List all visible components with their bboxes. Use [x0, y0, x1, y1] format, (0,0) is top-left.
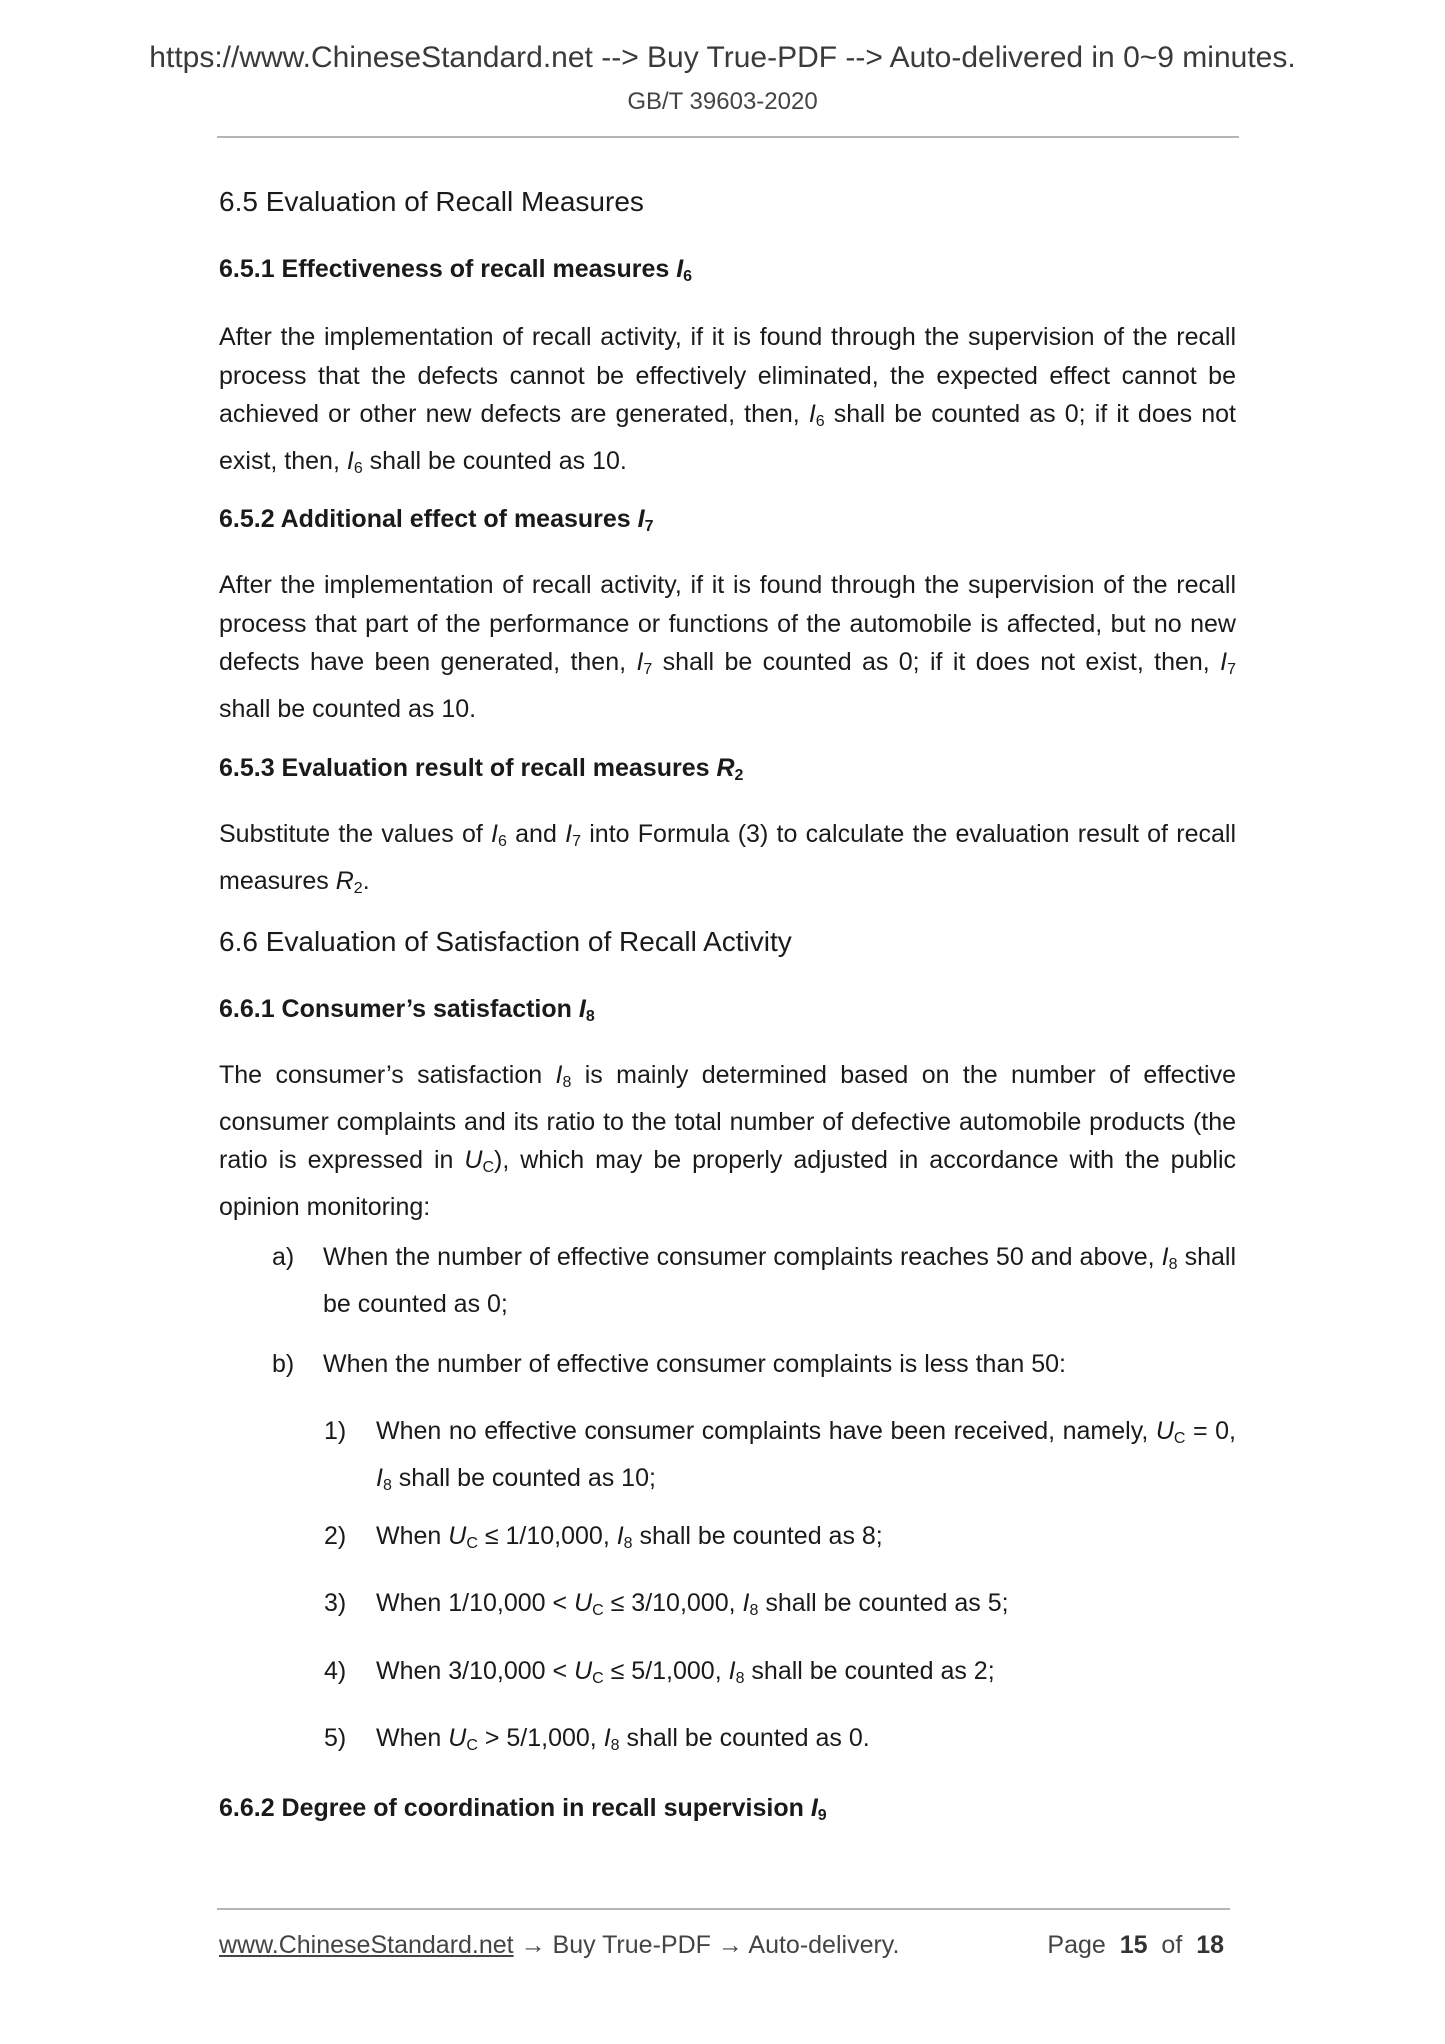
math-variable [579, 995, 595, 1023]
text-run: shall be counted as 0. [619, 1724, 870, 1752]
footer-text [219, 1929, 899, 1961]
text-run: 6.6.1 Consumer’s satisfaction [219, 995, 579, 1023]
math-variable [743, 1589, 759, 1617]
sublist-item-4-label: 4) [324, 1657, 347, 1685]
text-run: shall be counted as 0; if it does not exist, then, [219, 400, 1236, 475]
math-variable [574, 1589, 604, 1617]
document-id: GB/T 39603-2020 [627, 88, 818, 115]
paragraph-6-5-3 [219, 815, 1236, 908]
page-word: Page [1047, 1931, 1106, 1959]
text-run: shall be counted as 8; [632, 1522, 883, 1550]
text-run: > 5/1,000, [477, 1724, 604, 1752]
math-variable [574, 1657, 604, 1685]
variable-subscript: 6 [498, 833, 507, 850]
sublist-item-2-label: 2) [324, 1522, 347, 1550]
math-variable [638, 505, 654, 533]
variable-subscript: C [466, 1535, 478, 1552]
variable-subscript: C [592, 1602, 604, 1619]
variable-subscript: 8 [382, 1476, 392, 1494]
text-run: 6.5 Evaluation of Recall Measures [219, 186, 644, 217]
sublist-item-4 [376, 1652, 995, 1699]
math-variable [809, 400, 825, 428]
variable-subscript: 6 [815, 413, 825, 430]
text-run: = 0, [1185, 1417, 1236, 1445]
variable-symbol: U [448, 1522, 467, 1550]
paragraph-6-5-1 [219, 318, 1236, 488]
math-variable [716, 754, 743, 782]
variable-subscript: 8 [610, 1737, 620, 1754]
variable-symbol: I [810, 1794, 818, 1822]
footer-tail: → Buy True-PDF → Auto-delivery. [513, 1931, 900, 1959]
variable-symbol: I [603, 1724, 611, 1752]
page-total: 18 [1196, 1931, 1224, 1959]
text-run: shall be counted as 10; [391, 1463, 656, 1492]
variable-subscript: 7 [1227, 661, 1236, 678]
variable-subscript: 7 [572, 833, 581, 850]
sublist-item-1 [376, 1412, 1236, 1505]
text-run: After the implementation of recall activity, if it is found through the supervision of the recall process that part of the performance or functions of the automobile is affected, but no new defects have been generated, then, [219, 571, 1236, 676]
variable-subscript: 7 [643, 661, 653, 678]
list-item-a [323, 1238, 1236, 1323]
variable-symbol: I [728, 1657, 736, 1685]
math-variable [347, 447, 363, 475]
variable-symbol: I [808, 400, 816, 428]
variable-subscript: C [482, 1159, 494, 1176]
variable-subscript: 2 [734, 767, 744, 784]
variable-subscript: C [592, 1670, 604, 1687]
math-variable [491, 820, 507, 848]
variable-symbol: R [716, 754, 735, 782]
list-item-b [323, 1345, 1236, 1384]
page-indicator [1047, 1929, 1224, 1961]
text-run: shall be counted as 0; if it does not exist, then, [652, 648, 1221, 676]
sublist-item-1-label: 1) [324, 1417, 347, 1445]
section-heading-6-6 [219, 925, 1236, 959]
sublist-item-5-label: 5) [324, 1724, 347, 1752]
text-run: ≤ 3/10,000, [603, 1589, 743, 1617]
text-run: When no effective consumer complaints have been received, namely, [376, 1417, 1156, 1445]
variable-symbol: R [335, 866, 354, 895]
variable-subscript: 8 [585, 1008, 595, 1025]
variable-subscript: 9 [817, 1807, 827, 1824]
math-variable [1162, 1243, 1178, 1271]
variable-symbol: U [448, 1724, 467, 1752]
variable-symbol: I [578, 995, 586, 1023]
variable-subscript: C [1173, 1430, 1186, 1447]
footer-divider [217, 1908, 1230, 1910]
subsection-heading-6-5-2 [219, 503, 1236, 543]
list-item-a-label: a) [272, 1243, 295, 1271]
math-variable [729, 1657, 745, 1685]
text-run: ), which may be properly adjusted in accordance with the public opinion monitoring: [219, 1146, 1236, 1221]
text-run: shall be counted as 10. [219, 694, 477, 723]
text-run: ≤ 5/1,000, [603, 1657, 729, 1685]
subsection-heading-6-5-1 [219, 253, 1236, 293]
math-variable [617, 1522, 633, 1550]
variable-subscript: 8 [623, 1535, 633, 1552]
text-run: ≤ 1/10,000, [477, 1522, 617, 1550]
footer-link[interactable]: www.ChineseStandard.net [219, 1931, 514, 1959]
math-variable [565, 820, 581, 848]
paragraph-6-6-1 [219, 1056, 1236, 1226]
text-run: shall be counted as 2; [744, 1657, 995, 1685]
text-run: 6.6.2 Degree of coordination in recall supervision [219, 1794, 811, 1822]
variable-symbol: I [565, 820, 573, 848]
math-variable [604, 1724, 620, 1752]
math-variable [336, 867, 363, 895]
variable-subscript: 8 [735, 1670, 745, 1687]
variable-symbol: I [742, 1589, 750, 1617]
variable-symbol: I [676, 255, 684, 283]
variable-symbol: I [636, 648, 644, 676]
paragraph-6-5-2 [219, 566, 1236, 728]
header-divider [217, 136, 1239, 138]
variable-symbol: I [637, 505, 645, 533]
of-word: of [1161, 1931, 1183, 1959]
variable-symbol: I [555, 1061, 563, 1089]
variable-symbol: I [616, 1522, 624, 1550]
variable-subscript: 8 [562, 1074, 572, 1091]
text-run: The consumer’s satisfaction [219, 1061, 556, 1089]
text-run: When 1/10,000 < [376, 1589, 575, 1617]
math-variable [676, 255, 692, 283]
text-run: shall be counted as 0; [323, 1243, 1236, 1318]
text-run: When the number of effective consumer complaints is less than 50: [323, 1350, 1066, 1378]
section-heading-6-5 [219, 185, 1236, 219]
text-run: 6.6 Evaluation of Satisfaction of Recall Activity [219, 926, 792, 957]
text-run: shall be counted as 10. [362, 446, 627, 475]
text-run: When [376, 1724, 449, 1752]
page-current: 15 [1119, 1931, 1148, 1959]
variable-symbol: U [464, 1146, 483, 1174]
text-run: After the implementation of recall activity, if it is found through the supervision of the recall process that the defects cannot be effectively eliminated, the expected effect cannot be achieved or other new defects are generated, then, [219, 323, 1236, 428]
math-variable [464, 1146, 494, 1174]
variable-subscript: C [466, 1737, 478, 1754]
math-variable [376, 1464, 392, 1492]
math-variable [636, 648, 652, 676]
variable-symbol: I [1161, 1243, 1169, 1271]
text-run: into Formula (3) to calculate the evaluation result of recall measures [219, 820, 1236, 895]
variable-symbol: U [574, 1657, 593, 1685]
text-run: 6.5.1 Effectiveness of recall measures [219, 255, 677, 283]
variable-symbol: I [346, 446, 354, 475]
variable-subscript: 8 [749, 1602, 759, 1619]
list-item-b-label: b) [272, 1350, 295, 1378]
text-run: 6.5.3 Evaluation result of recall measures [219, 754, 717, 782]
text-run: When 3/10,000 < [376, 1657, 575, 1685]
math-variable [1220, 648, 1236, 676]
variable-symbol: U [1155, 1417, 1174, 1445]
text-run: When [376, 1522, 449, 1550]
variable-symbol: I [491, 820, 498, 848]
math-variable [1156, 1417, 1186, 1445]
variable-subscript: 2 [353, 879, 363, 897]
sublist-item-3-label: 3) [324, 1589, 347, 1617]
text-run: and [506, 820, 566, 848]
text-run: 6.5.2 Additional effect of measures [219, 505, 638, 533]
math-variable [556, 1061, 572, 1089]
text-run: When the number of effective consumer complaints reaches 50 and above, [323, 1243, 1162, 1271]
sublist-item-2 [376, 1517, 883, 1564]
math-variable [811, 1794, 827, 1822]
text-run: is mainly determined based on the number of effective consumer complaints and its ratio to the total number of defective automobile products (the ratio is expressed in [219, 1061, 1236, 1174]
subsection-heading-6-6-1 [219, 993, 1236, 1033]
sublist-item-5 [376, 1719, 870, 1766]
variable-subscript: 6 [683, 268, 693, 285]
text-run: shall be counted as 5; [758, 1589, 1009, 1617]
math-variable [448, 1522, 478, 1550]
variable-symbol: I [376, 1463, 383, 1492]
subsection-heading-6-5-3 [219, 752, 1236, 792]
header-banner: https://www.ChineseStandard.net --> Buy True-PDF --> Auto-delivered in 0~9 minutes. [149, 41, 1296, 74]
math-variable [448, 1724, 478, 1752]
variable-subscript: 6 [353, 459, 363, 477]
subsection-heading-6-6-2 [219, 1792, 1236, 1832]
variable-subscript: 8 [1168, 1256, 1178, 1273]
sublist-item-3 [376, 1584, 1009, 1631]
variable-subscript: 7 [644, 518, 654, 535]
variable-symbol: I [1220, 648, 1228, 676]
text-run: . [362, 866, 370, 895]
text-run: Substitute the values of [219, 820, 492, 848]
variable-symbol: U [574, 1589, 593, 1617]
